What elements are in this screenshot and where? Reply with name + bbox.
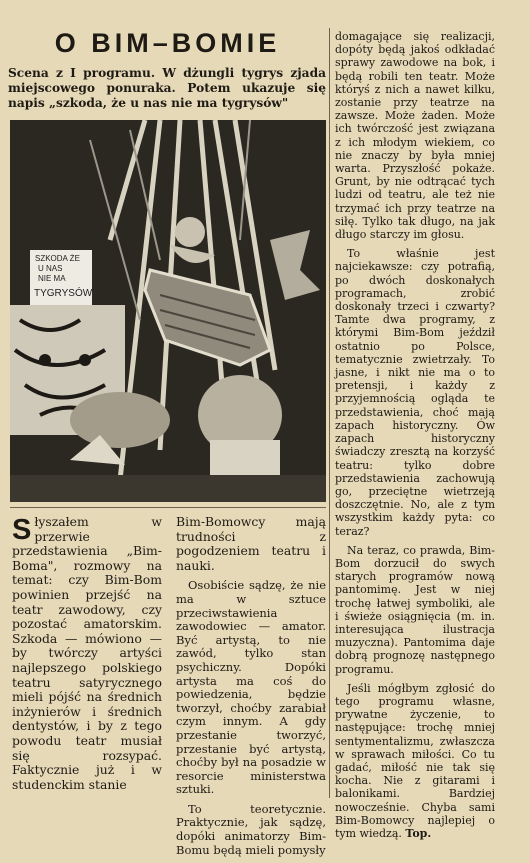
column-3-para-3: Na teraz, co prawda, Bim-Bom dorzucił do swych starych programów nową pantomimę. Jest w niej trochę łatwej symboliki, ale i świeże osiągnięcia (m. in. interesująca ilustracja muzyczna). Pantomima daje dobrą prognozę następnego programu. [335, 543, 495, 676]
column-3 [335, 30, 495, 846]
author-signature: Top. [405, 826, 432, 840]
column-1-text: łyszałem w przerwie przedstawienia „Bim-Boma", rozmowy na temat: czy Bim-Bom powinien przejść na teatr zawodowy, czy pozostać amatorskim. Szkoda — mówiono — by twórczy artyści najlepszego polskiego teatru satyrycznego mieli pójść na średnich inżynierów i średnich dentystów, i by z tego powodu teatr musiał się rozsypać. Faktycznie już i w studenckim stanie [12, 514, 162, 792]
svg-text:NIE MA: NIE MA [38, 274, 66, 283]
drop-cap: S [12, 514, 32, 546]
column-2 [176, 515, 326, 863]
column-3-para-1: domagające się realizacji, dopóty będą jakoś odkładać sprawy zawodowe na bok, i będą robili ten teatr. Może któryś z nich a nawet kilku, zostanie przy teatrze na zawsze. Może żaden. Może ich twórczość jest związana z ich młodym wiekiem, co nie znaczy by była mniej warta. Przyszłość pokaże. Grunt, by nie odtrącać tych ludzi od teatru, ale też nie trzymać ich przy teatrze na siłę. Tylko tak długo, na jak długo starczy im głosu. [335, 30, 495, 242]
svg-text:SZKODA ŻE: SZKODA ŻE [35, 254, 80, 263]
photo-divider [10, 507, 326, 508]
column-2-para-3: To teoretycznie. Praktycznie, jak sądzę, dopóki animatorzy Bim-Bomu będą mieli pomysły [176, 801, 326, 857]
stage-photo-drawing [10, 120, 326, 502]
stage-photo [10, 120, 326, 502]
svg-text:TYGRYSÓW: TYGRYSÓW [34, 288, 93, 299]
column-2-para-2: Osobiście sądzę, że nie ma w sztuce przeciwstawienia zawodowiec — amator. Być artystą, to nie zawód, tylko stan psychiczny. Dopóki artysta ma coś do powiedzenia, będzie tworzył, choćby zarabiał czym innym. A gdy przestanie tworzyć, przestanie być artystą, choćby był na posadzie w resorcie ministerstwa sztuki. [176, 578, 326, 797]
svg-text:U NAS: U NAS [38, 264, 63, 273]
column-1 [12, 515, 162, 798]
column-divider [329, 28, 330, 798]
column-3-para-2: To właśnie jest najciekawsze: czy potrafią, po dwóch doskonałych programach, zrobić doskonały trzeci i czwarty? Tamte dwa programy, z którymi Bim-Bom jeździł ostatnio po Polsce, tematycznie zwietrzały. To jasne, i nikt nie ma o to pretensji, i każdy z przyjemnością ogląda te przedstawienia, choć mają zapach historyczny. Ów zapach historyczny świadczy zresztą na korzyść teatru: tylko dobre przedstawienia zachowują go, przeciętne wietrzeją doszczętnie. No, ale z tym wszystkim każdy pyta: co teraz? [335, 247, 495, 538]
photo-caption: Scena z I programu. W dżungli tygrys zjada miejscowego ponuraka. Potem ukazuje się napis „szkoda, że u nas nie ma tygrysów" [8, 66, 326, 110]
article-title: O BIM–BOMIE [54, 28, 281, 58]
column-2-para-1: Bim-Bomowcy mają trudności z pogodzeniem teatru i nauki. [176, 514, 326, 573]
column-3-para-4: Jeśli mógłbym zgłosić do tego programu własne, prywatne życzenie, to następujące: trochę mniej sentymentalizmu, zwłaszcza w sprawach miłości. Co tu gadać, miłość nie tak się kocha. Nie z gitarami i balonikami. Bardziej nowocześnie. Chyba sami Bim-Bomowcy najlepiej o tym wiedzą. Top. [335, 681, 495, 840]
